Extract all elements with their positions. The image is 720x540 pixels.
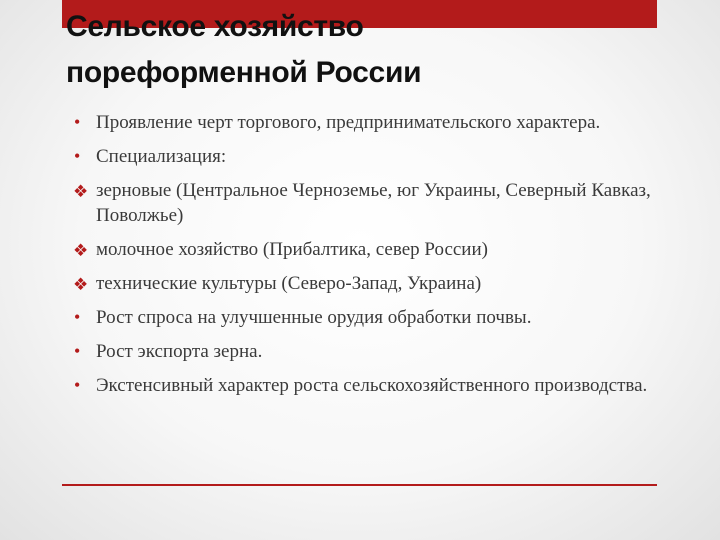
bullet-icon: • [74, 341, 81, 361]
list-item [73, 178, 673, 228]
bullet-icon: • [74, 112, 81, 132]
list-item-text: Проявление черт торгового, предпринимательского характера. [96, 112, 601, 133]
bullet-icon: • [74, 307, 81, 327]
list-item [73, 237, 673, 262]
bullet-list [73, 110, 673, 407]
list-item [73, 305, 673, 330]
checkmark-bullet-icon: ❖ [73, 241, 89, 260]
list-item-text: Экстенсивный характер роста сельскохозяйственного производства. [96, 375, 648, 396]
list-item-text: технические культуры (Северо-Запад, Украина) [96, 273, 482, 294]
list-item [73, 271, 673, 296]
bullet-icon: • [74, 146, 81, 166]
bullet-icon: • [74, 375, 81, 395]
list-item [73, 110, 673, 135]
title-line-2: пореформенной России [66, 56, 422, 89]
list-item-text: зерновые (Центральное Черноземье, юг Украины, Северный Кавказ, Поволжье) [96, 180, 651, 226]
checkmark-bullet-icon: ❖ [73, 275, 89, 294]
list-item [73, 373, 673, 398]
footer-divider [62, 484, 657, 486]
checkmark-bullet-icon: ❖ [73, 182, 89, 201]
list-item-text: Рост спроса на улучшенные орудия обработки почвы. [96, 307, 532, 328]
list-item [73, 339, 673, 364]
title-line-1: Сельское хозяйство [66, 10, 364, 43]
list-item-text: Специализация: [96, 146, 227, 167]
list-item-text: молочное хозяйство (Прибалтика, север России) [96, 239, 488, 260]
slide-title [66, 4, 421, 96]
list-item [73, 144, 673, 169]
list-item-text: Рост экспорта зерна. [96, 341, 263, 362]
